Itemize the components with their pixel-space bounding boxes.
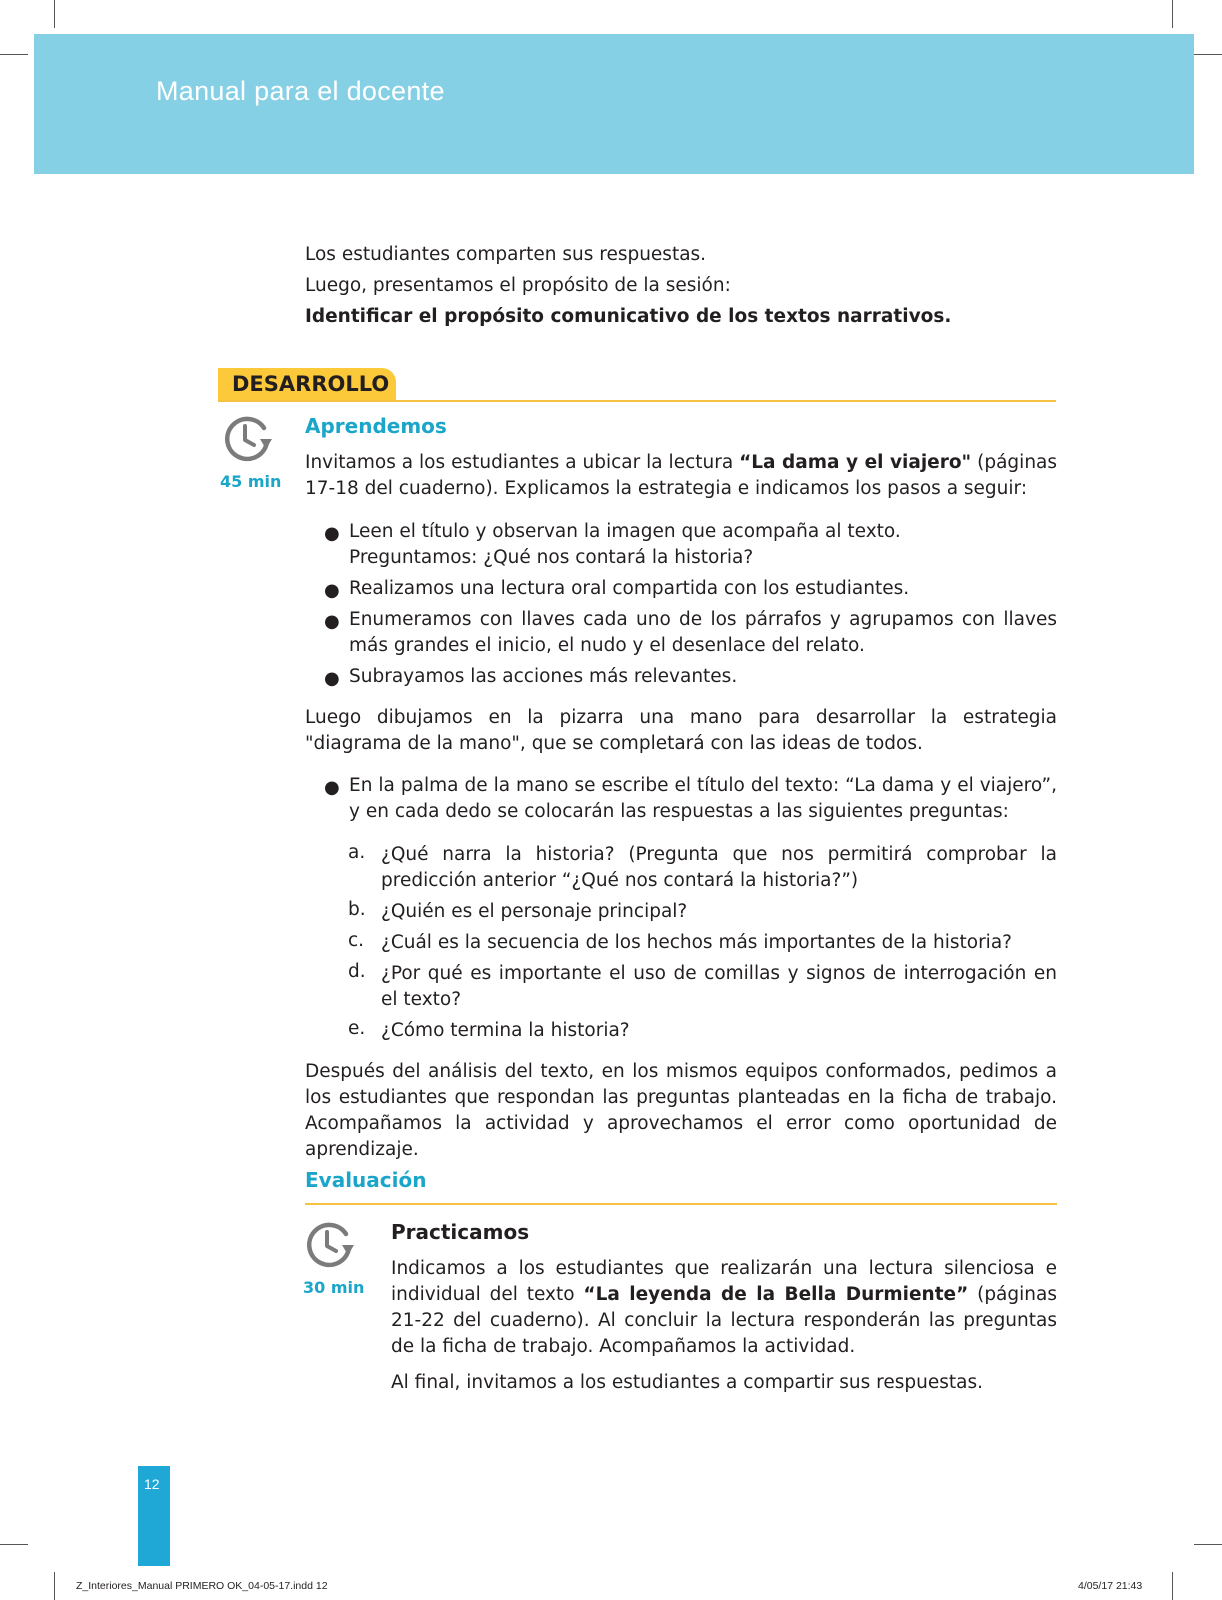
page-number: 12 [144, 1476, 160, 1492]
bullet-icon: ● [324, 580, 340, 601]
bullet-icon: ● [324, 611, 340, 632]
footer-date: 4/05/17 21:43 [1078, 1580, 1143, 1592]
list-item: En la palma de la mano se escribe el título del texto: “La dama y el viajero”, y en cada dedo se colocarán las respuestas a las siguientes preguntas: [349, 775, 1057, 822]
list-item: Enumeramos con llaves cada uno de los párrafos y agrupamos con llaves más grandes el inicio, el nudo y el desenlace del relato. [349, 609, 1057, 656]
paragraph-text: Invitamos a los estudiantes a ubicar la lectura [305, 452, 740, 473]
paragraph-text: (páginas 17-18 del cuaderno). Explicamos la estrategia e indicamos los pasos a seguir: [305, 452, 1058, 499]
time-label-30: 30 min [303, 1278, 365, 1297]
question-item: ¿Qué narra la historia? (Pregunta que nos permitirá comprobar la predicción anterior “¿Qué nos contará la historia?”) [381, 844, 1057, 891]
desarrollo-paragraph-3: Después del análisis del texto, en los mismos equipos conformados, pedimos a los estudiantes que respondan las preguntas planteadas en la ficha de trabajo. Acompañamos la actividad y aprovechamos el error como oportunidad de aprendizaje. [305, 1061, 1057, 1160]
list-item: Leen el título y observan la imagen que acompaña al texto. [349, 521, 901, 542]
evaluacion-paragraph-1 [391, 1256, 1057, 1360]
subtitle-aprendemos: Aprendemos [305, 414, 447, 438]
crop-mark [1172, 0, 1173, 28]
reading-title: “La dama y el viajero" [739, 452, 972, 473]
bullet-icon: ● [324, 668, 340, 689]
time-label-45: 45 min [220, 472, 282, 491]
crop-mark [54, 0, 55, 28]
crop-mark [0, 1544, 28, 1545]
desarrollo-paragraph-2: Luego dibujamos en la pizarra una mano para desarrollar la estrategia "diagrama de la mano", que se completará con las ideas de todos. [305, 707, 1057, 754]
list-item: Preguntamos: ¿Qué nos contará la historia? [349, 547, 754, 568]
paragraph-text: Indicamos a los estudiantes que realizarán una lectura silenciosa e individual del texto [391, 1258, 1057, 1305]
question-letter: e. [348, 1018, 366, 1039]
paragraph-text: (páginas 21-22 del cuaderno). Al concluir la lectura responderán las preguntas de la ficha de trabajo. Acompañamos la actividad. [391, 1284, 1057, 1357]
section-title-evaluacion: Evaluación [305, 1168, 427, 1192]
question-letter: a. [348, 842, 366, 863]
crop-mark [1194, 54, 1222, 55]
question-item: ¿Por qué es importante el uso de comillas y signos de interrogación en el texto? [381, 963, 1057, 1010]
question-item: ¿Cómo termina la historia? [381, 1020, 630, 1041]
question-item: ¿Quién es el personaje principal? [381, 901, 688, 922]
crop-mark [0, 54, 28, 55]
reading-title: “La leyenda de la Bella Durmiente” [583, 1284, 969, 1305]
evaluacion-paragraph-2: Al final, invitamos a los estudiantes a compartir sus respuestas. [391, 1372, 983, 1393]
question-letter: d. [348, 961, 366, 982]
list-item: Realizamos una lectura oral compartida con los estudiantes. [349, 578, 910, 599]
question-letter: c. [348, 930, 365, 951]
crop-mark [1172, 1572, 1173, 1600]
crop-mark [1194, 1544, 1222, 1545]
crop-mark [54, 1572, 55, 1600]
footer-file-name: Z_Interiores_Manual PRIMERO OK_04-05-17.indd 12 [76, 1580, 328, 1592]
section-divider [305, 1203, 1057, 1205]
clock-refresh-icon [223, 412, 275, 464]
subtitle-practicamos: Practicamos [391, 1220, 530, 1244]
session-purpose: Identificar el propósito comunicativo de los textos narrativos. [305, 306, 952, 327]
section-tab-label: DESARROLLO [232, 372, 390, 396]
intro-line-1: Los estudiantes comparten sus respuestas. [305, 244, 707, 265]
section-divider [218, 400, 1056, 402]
bullet-icon: ● [324, 777, 340, 798]
list-item: Subrayamos las acciones más relevantes. [349, 666, 738, 687]
clock-refresh-icon [305, 1218, 357, 1270]
section-tab-desarrollo [218, 368, 396, 402]
desarrollo-paragraph-1 [305, 450, 1057, 502]
intro-line-2: Luego, presentamos el propósito de la sesión: [305, 275, 731, 296]
question-letter: b. [348, 899, 366, 920]
header-title: Manual para el docente [156, 76, 445, 106]
question-item: ¿Cuál es la secuencia de los hechos más importantes de la historia? [381, 932, 1012, 953]
bullet-icon: ● [324, 523, 340, 544]
